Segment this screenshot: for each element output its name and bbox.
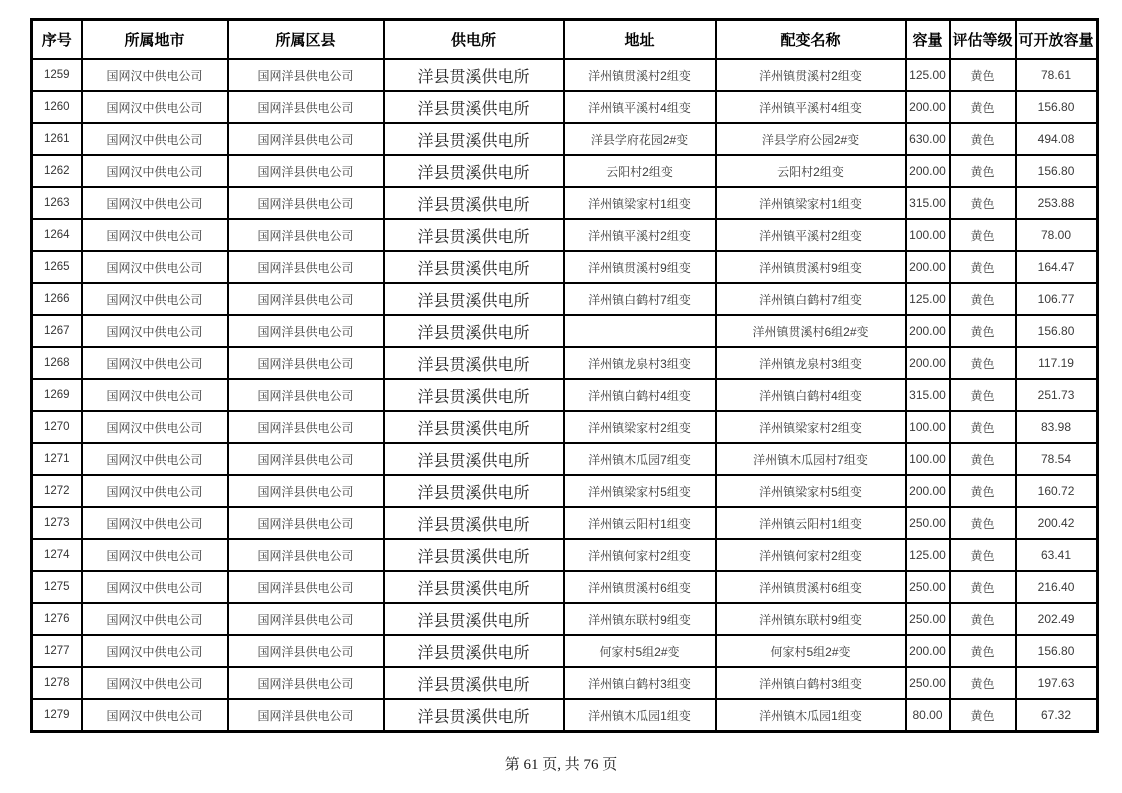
header-station: 供电所 [384,20,564,60]
cell-city: 国网汉中供电公司 [82,539,228,571]
cell-district: 国网洋县供电公司 [228,283,384,315]
cell-station: 洋县贯溪供电所 [384,91,564,123]
cell-transformer_name: 洋州镇木瓜园1组变 [716,699,906,732]
cell-city: 国网汉中供电公司 [82,507,228,539]
cell-address: 云阳村2组变 [564,155,716,187]
cell-city: 国网汉中供电公司 [82,635,228,667]
cell-station: 洋县贯溪供电所 [384,315,564,347]
cell-seq: 1277 [32,635,82,667]
cell-address: 洋州镇白鹤村7组变 [564,283,716,315]
cell-district: 国网洋县供电公司 [228,347,384,379]
cell-capacity: 100.00 [906,219,950,251]
cell-open_capacity: 202.49 [1016,603,1098,635]
cell-city: 国网汉中供电公司 [82,571,228,603]
cell-seq: 1264 [32,219,82,251]
cell-seq: 1267 [32,315,82,347]
cell-district: 国网洋县供电公司 [228,123,384,155]
table-row [32,699,1098,732]
cell-seq: 1260 [32,91,82,123]
cell-address: 洋州镇贯溪村9组变 [564,251,716,283]
cell-station: 洋县贯溪供电所 [384,283,564,315]
header-seq: 序号 [32,20,82,60]
cell-address: 洋县学府花园2#变 [564,123,716,155]
cell-city: 国网汉中供电公司 [82,667,228,699]
cell-open_capacity: 156.80 [1016,315,1098,347]
cell-district: 国网洋县供电公司 [228,91,384,123]
table-row [32,91,1098,123]
table-row [32,251,1098,283]
cell-station: 洋县贯溪供电所 [384,571,564,603]
cell-capacity: 250.00 [906,571,950,603]
cell-open_capacity: 197.63 [1016,667,1098,699]
cell-transformer_name: 洋州镇梁家村5组变 [716,475,906,507]
cell-capacity: 80.00 [906,699,950,732]
cell-seq: 1275 [32,571,82,603]
cell-open_capacity: 156.80 [1016,155,1098,187]
cell-transformer_name: 洋州镇白鹤村3组变 [716,667,906,699]
cell-city: 国网汉中供电公司 [82,603,228,635]
cell-address: 洋州镇云阳村1组变 [564,507,716,539]
cell-grade: 黄色 [950,443,1016,475]
cell-open_capacity: 494.08 [1016,123,1098,155]
cell-transformer_name: 何家村5组2#变 [716,635,906,667]
header-address: 地址 [564,20,716,60]
cell-district: 国网洋县供电公司 [228,635,384,667]
cell-station: 洋县贯溪供电所 [384,667,564,699]
cell-station: 洋县贯溪供电所 [384,539,564,571]
cell-district: 国网洋县供电公司 [228,315,384,347]
cell-seq: 1262 [32,155,82,187]
cell-station: 洋县贯溪供电所 [384,379,564,411]
cell-district: 国网洋县供电公司 [228,539,384,571]
cell-city: 国网汉中供电公司 [82,155,228,187]
capacity-table [30,18,1099,733]
cell-grade: 黄色 [950,219,1016,251]
cell-city: 国网汉中供电公司 [82,411,228,443]
cell-transformer_name: 洋州镇东联村9组变 [716,603,906,635]
cell-seq: 1268 [32,347,82,379]
cell-grade: 黄色 [950,91,1016,123]
cell-district: 国网洋县供电公司 [228,667,384,699]
cell-open_capacity: 117.19 [1016,347,1098,379]
cell-district: 国网洋县供电公司 [228,251,384,283]
cell-grade: 黄色 [950,155,1016,187]
table-row [32,347,1098,379]
cell-seq: 1270 [32,411,82,443]
table-row [32,571,1098,603]
cell-capacity: 200.00 [906,155,950,187]
cell-station: 洋县贯溪供电所 [384,507,564,539]
cell-transformer_name: 洋州镇云阳村1组变 [716,507,906,539]
cell-open_capacity: 63.41 [1016,539,1098,571]
table-row [32,603,1098,635]
cell-grade: 黄色 [950,347,1016,379]
cell-district: 国网洋县供电公司 [228,571,384,603]
table-row [32,411,1098,443]
cell-capacity: 315.00 [906,187,950,219]
cell-district: 国网洋县供电公司 [228,59,384,91]
cell-capacity: 200.00 [906,251,950,283]
header-grade: 评估等级 [950,20,1016,60]
cell-open_capacity: 83.98 [1016,411,1098,443]
cell-address: 洋州镇木瓜园7组变 [564,443,716,475]
cell-open_capacity: 200.42 [1016,507,1098,539]
cell-city: 国网汉中供电公司 [82,443,228,475]
cell-district: 国网洋县供电公司 [228,411,384,443]
cell-seq: 1279 [32,699,82,732]
cell-capacity: 125.00 [906,539,950,571]
cell-capacity: 100.00 [906,443,950,475]
cell-transformer_name: 洋州镇平溪村2组变 [716,219,906,251]
cell-capacity: 200.00 [906,91,950,123]
cell-district: 国网洋县供电公司 [228,603,384,635]
cell-seq: 1269 [32,379,82,411]
cell-district: 国网洋县供电公司 [228,187,384,219]
cell-grade: 黄色 [950,667,1016,699]
table-row [32,635,1098,667]
cell-transformer_name: 洋县学府公园2#变 [716,123,906,155]
cell-station: 洋县贯溪供电所 [384,635,564,667]
cell-seq: 1278 [32,667,82,699]
cell-address: 洋州镇平溪村4组变 [564,91,716,123]
cell-district: 国网洋县供电公司 [228,155,384,187]
table-row [32,315,1098,347]
cell-grade: 黄色 [950,699,1016,732]
cell-station: 洋县贯溪供电所 [384,155,564,187]
cell-grade: 黄色 [950,571,1016,603]
cell-station: 洋县贯溪供电所 [384,603,564,635]
header-city: 所属地市 [82,20,228,60]
cell-seq: 1272 [32,475,82,507]
cell-station: 洋县贯溪供电所 [384,443,564,475]
cell-station: 洋县贯溪供电所 [384,187,564,219]
cell-transformer_name: 洋州镇平溪村4组变 [716,91,906,123]
cell-city: 国网汉中供电公司 [82,59,228,91]
cell-transformer_name: 洋州镇龙泉村3组变 [716,347,906,379]
cell-grade: 黄色 [950,411,1016,443]
cell-address: 洋州镇贯溪村6组变 [564,571,716,603]
header-district: 所属区县 [228,20,384,60]
table-row [32,443,1098,475]
cell-city: 国网汉中供电公司 [82,475,228,507]
cell-city: 国网汉中供电公司 [82,379,228,411]
cell-city: 国网汉中供电公司 [82,251,228,283]
cell-open_capacity: 216.40 [1016,571,1098,603]
cell-open_capacity: 78.54 [1016,443,1098,475]
table-row [32,507,1098,539]
cell-open_capacity: 156.80 [1016,91,1098,123]
cell-grade: 黄色 [950,187,1016,219]
cell-seq: 1266 [32,283,82,315]
cell-address: 洋州镇梁家村2组变 [564,411,716,443]
cell-grade: 黄色 [950,283,1016,315]
cell-seq: 1271 [32,443,82,475]
cell-open_capacity: 78.00 [1016,219,1098,251]
cell-seq: 1261 [32,123,82,155]
cell-seq: 1263 [32,187,82,219]
cell-capacity: 250.00 [906,507,950,539]
table-row [32,59,1098,91]
cell-district: 国网洋县供电公司 [228,443,384,475]
cell-transformer_name: 洋州镇贯溪村6组变 [716,571,906,603]
cell-district: 国网洋县供电公司 [228,507,384,539]
cell-transformer_name: 洋州镇白鹤村7组变 [716,283,906,315]
cell-capacity: 250.00 [906,667,950,699]
page-number-footer: 第 61 页, 共 76 页 [504,757,618,773]
cell-transformer_name: 洋州镇何家村2组变 [716,539,906,571]
cell-district: 国网洋县供电公司 [228,475,384,507]
cell-city: 国网汉中供电公司 [82,187,228,219]
cell-open_capacity: 67.32 [1016,699,1098,732]
cell-city: 国网汉中供电公司 [82,219,228,251]
cell-grade: 黄色 [950,59,1016,91]
table-row [32,379,1098,411]
cell-address: 洋州镇白鹤村3组变 [564,667,716,699]
cell-seq: 1274 [32,539,82,571]
table-row [32,539,1098,571]
cell-address [564,315,716,347]
cell-district: 国网洋县供电公司 [228,219,384,251]
header-capacity: 容量 [906,20,950,60]
cell-open_capacity: 156.80 [1016,635,1098,667]
header-open-capacity: 可开放容量 [1016,20,1098,60]
table-row [32,283,1098,315]
cell-city: 国网汉中供电公司 [82,283,228,315]
cell-transformer_name: 洋州镇梁家村2组变 [716,411,906,443]
cell-city: 国网汉中供电公司 [82,91,228,123]
cell-district: 国网洋县供电公司 [228,379,384,411]
cell-address: 洋州镇白鹤村4组变 [564,379,716,411]
cell-capacity: 200.00 [906,475,950,507]
header-transformer-name: 配变名称 [716,20,906,60]
cell-station: 洋县贯溪供电所 [384,411,564,443]
cell-transformer_name: 洋州镇梁家村1组变 [716,187,906,219]
table-row [32,155,1098,187]
cell-city: 国网汉中供电公司 [82,699,228,732]
cell-grade: 黄色 [950,251,1016,283]
cell-grade: 黄色 [950,635,1016,667]
cell-open_capacity: 78.61 [1016,59,1098,91]
table-body [32,59,1098,732]
cell-station: 洋县贯溪供电所 [384,251,564,283]
cell-station: 洋县贯溪供电所 [384,123,564,155]
cell-capacity: 125.00 [906,283,950,315]
cell-capacity: 315.00 [906,379,950,411]
cell-station: 洋县贯溪供电所 [384,475,564,507]
cell-transformer_name: 云阳村2组变 [716,155,906,187]
cell-station: 洋县贯溪供电所 [384,347,564,379]
cell-transformer_name: 洋州镇贯溪村2组变 [716,59,906,91]
cell-seq: 1259 [32,59,82,91]
cell-address: 洋州镇龙泉村3组变 [564,347,716,379]
table-row [32,219,1098,251]
cell-capacity: 125.00 [906,59,950,91]
table-header-row [32,20,1098,60]
cell-district: 国网洋县供电公司 [228,699,384,732]
cell-transformer_name: 洋州镇贯溪村9组变 [716,251,906,283]
cell-grade: 黄色 [950,603,1016,635]
cell-grade: 黄色 [950,315,1016,347]
cell-capacity: 200.00 [906,347,950,379]
cell-transformer_name: 洋州镇白鹤村4组变 [716,379,906,411]
cell-grade: 黄色 [950,379,1016,411]
cell-address: 洋州镇东联村9组变 [564,603,716,635]
cell-transformer_name: 洋州镇贯溪村6组2#变 [716,315,906,347]
cell-grade: 黄色 [950,539,1016,571]
cell-address: 洋州镇贯溪村2组变 [564,59,716,91]
cell-address: 洋州镇梁家村5组变 [564,475,716,507]
cell-address: 洋州镇木瓜园1组变 [564,699,716,732]
cell-grade: 黄色 [950,507,1016,539]
cell-station: 洋县贯溪供电所 [384,59,564,91]
cell-transformer_name: 洋州镇木瓜园村7组变 [716,443,906,475]
cell-capacity: 200.00 [906,315,950,347]
cell-address: 何家村5组2#变 [564,635,716,667]
cell-city: 国网汉中供电公司 [82,347,228,379]
cell-city: 国网汉中供电公司 [82,315,228,347]
cell-seq: 1273 [32,507,82,539]
cell-capacity: 630.00 [906,123,950,155]
cell-city: 国网汉中供电公司 [82,123,228,155]
table-row [32,187,1098,219]
cell-seq: 1265 [32,251,82,283]
cell-address: 洋州镇平溪村2组变 [564,219,716,251]
table-row [32,667,1098,699]
cell-open_capacity: 164.47 [1016,251,1098,283]
table-row [32,475,1098,507]
cell-open_capacity: 160.72 [1016,475,1098,507]
cell-address: 洋州镇梁家村1组变 [564,187,716,219]
cell-capacity: 250.00 [906,603,950,635]
cell-grade: 黄色 [950,123,1016,155]
cell-open_capacity: 253.88 [1016,187,1098,219]
cell-open_capacity: 251.73 [1016,379,1098,411]
cell-capacity: 100.00 [906,411,950,443]
cell-address: 洋州镇何家村2组变 [564,539,716,571]
table-row [32,123,1098,155]
cell-station: 洋县贯溪供电所 [384,699,564,732]
cell-station: 洋县贯溪供电所 [384,219,564,251]
cell-seq: 1276 [32,603,82,635]
cell-grade: 黄色 [950,475,1016,507]
cell-capacity: 200.00 [906,635,950,667]
cell-open_capacity: 106.77 [1016,283,1098,315]
